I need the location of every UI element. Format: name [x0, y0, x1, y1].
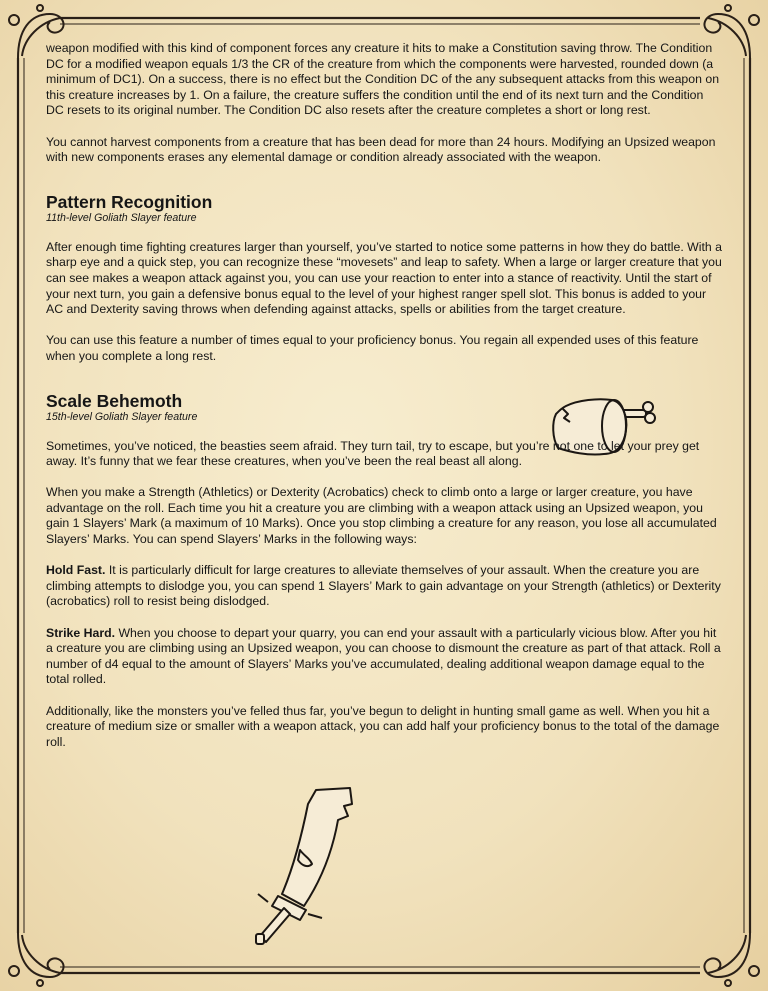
- intro-paragraph-2: You cannot harvest components from a creature that has been dead for more than 24 hours. Modifying an Upsized weapon with new components erases any elemental damage or condition already associated with the weapon.: [46, 134, 716, 165]
- pattern-recognition-paragraph-2: You can use this feature a number of times equal to your proficiency bonus. You regain all expended uses of this feature when you complete a long rest.: [46, 333, 699, 363]
- hold-fast-label: Hold Fast.: [46, 563, 106, 578]
- strike-hard-paragraph: [46, 626, 722, 688]
- scale-behemoth-paragraph-2: When you make a Strength (Athletics) or Dexterity (Acrobatics) check to climb onto a large or larger creature, you have advantage on the roll. Each time you hit a creature you are climbing with a weapon attack using an Upsized weapon, you gain 1 Slayers’ Mark (a maximum of 10 Marks). Once you stop climbing a creature for any reason, you lose all accumulated Slayers’ Marks. You can spend Slayers’ Marks in the following ways:: [46, 485, 717, 547]
- scale-behemoth-paragraph-3: Additionally, like the monsters you’ve felled thus far, you’ve begun to delight in hunting small game as well. When you hit a creature of medium size or smaller with a weapon attack, you can add half your proficiency bonus to the total of the damage roll.: [46, 703, 720, 749]
- corner-ornament-bottom-left: [9, 933, 64, 986]
- broken-greatsword-icon: [238, 784, 368, 946]
- pattern-recognition-subtitle: 11th-level Goliath Slayer feature: [46, 211, 197, 224]
- scale-behemoth-paragraph-1: Sometimes, you’ve noticed, the beasties seem afraid. They turn tail, try to escape, but you’re not one to let your prey get away. It’s funny that we fear these creatures, when you’ve been the real beast all along.: [46, 438, 700, 469]
- scale-behemoth-heading: Scale Behemoth: [46, 390, 183, 411]
- scale-behemoth-subtitle: 15th-level Goliath Slayer feature: [46, 410, 198, 423]
- intro-paragraph-1: weapon modified with this kind of component forces any creature it hits to make a Constitution saving throw. The Condition DC for a modified weapon equals 1/3 the CR of the creature from which the components were harvested, rounded down (a minimum of DC1). On a success, there is no effect but the Condition DC of the any subsequent attacks from this weapon on this creature increases by 1. On a failure, the creature suffers the condition until the end of its next turn and the Condition DC resets to its original number. The Condition DC also resets after the creature completes a short or long rest.: [46, 41, 720, 118]
- page-text: [46, 41, 722, 766]
- pattern-recognition-paragraph-1: After enough time fighting creatures larger than yourself, you’ve started to notice some patterns in how they do battle. With a sharp eye and a quick step, you can recognize these “movesets” and leap to safety. When a large or larger creature that you can see makes a weapon attack against you, you can use your reaction to enter into a stance of reactivity. Until the start of your next turn, you gain a defensive bonus equal to the level of your highest ranger spell slot. This bonus is added to your AC and Dexterity saving throws when defending against attacks, spells or abilities from the target creature.: [46, 239, 723, 317]
- hold-fast-paragraph: [46, 563, 722, 610]
- pattern-recognition-heading: Pattern Recognition: [46, 191, 213, 212]
- strike-hard-text: When you choose to depart your quarry, you can end your assault with a particularly vicious blow. After you hit a creature you are climbing using an Upsized weapon, you can choose to dismount the creature as part of that attack. Roll a number of d4 equal to the amount of Slayers’ Marks you’ve accumulated, dealing additional weapon damage equal to the total rolled.: [46, 625, 721, 687]
- hold-fast-text: It is particularly difficult for large creatures to alleviate themselves of your assault. When the creature you are climbing attempts to dislodge you, you can spend 1 Slayers’ Mark to gain advantage on your Strength (athletics) or Dexterity (acrobatics) roll to resist being dislodged.: [46, 563, 721, 609]
- strike-hard-label: Strike Hard.: [46, 625, 116, 640]
- corner-ornament-bottom-right: [704, 933, 759, 986]
